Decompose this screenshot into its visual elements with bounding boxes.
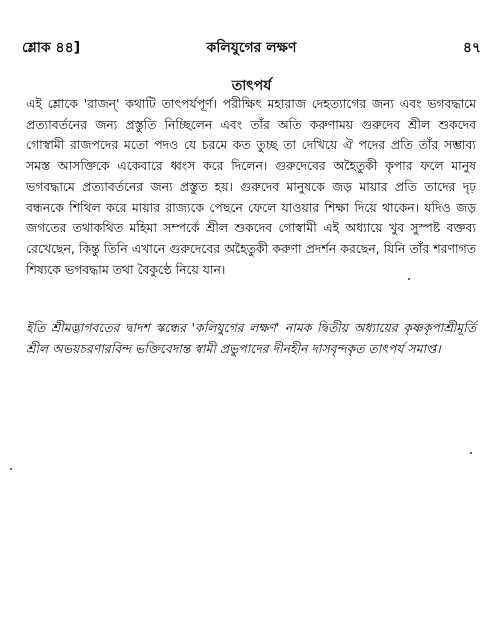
scan-speck	[470, 452, 472, 454]
page-number: ৪৭	[462, 40, 481, 56]
running-header	[22, 36, 481, 58]
verse-reference: শ্লোক ৪৪]	[22, 40, 81, 56]
purport-heading: তাৎপর্য	[231, 78, 272, 94]
scan-speck	[408, 278, 410, 280]
scan-speck	[10, 468, 12, 470]
purport-paragraph: এই শ্লোকে 'রাজন্' কথাটি তাৎপর্যপূর্ণ। পরীক্ষিৎ মহারাজ দেহত্যাগের জন্য এবং ভগবদ্ধামে প্রত্যাবর্তনের জন্য প্রস্তুতি নিচ্ছিলেন এবং তাঁর অতি করুণাময় গুরুদেব শ্রীল শুকদেব গোস্বামী রাজপদের মতো পদও যে চরমে কত তুচ্ছ তা দেখিয়ে ঐ পদের প্রতি তাঁর সম্ভাব্য সমস্ত আসক্তিকে একেবারে ধ্বংস করে দিলেন। গুরুদেবের অহৈতুকী কৃপার ফলে মানুষ ভগবদ্ধামে প্রত্যাবর্তনের জন্য প্রস্তুত হয়। গুরুদেব মানুষকে জড় মায়ার প্রতি তাদের দৃঢ় বন্ধনকে শিথিল করে মায়ার রাজ্যকে পেছনে ফেলে যাওয়ার শিক্ষা দিয়ে থাকেন। যদিও জড় জগতের তথাকথিত মহিমা সম্পর্কে শ্রীল শুকদেব গোস্বামী এই অধ্যায়ে খুব সুস্পষ্ট বক্তব্য রেখেছেন, কিন্তু তিনি এখানে গুরুদেবের অহৈতুকী করুণা প্রদর্শন করছেন, যিনি তাঁর শরণাগত শিষ্যকে ভগবদ্ধাম তথা বৈকুণ্ঠে নিয়ে যান।	[26, 96, 476, 277]
chapter-title: কলিযুগের লক্ষণ	[206, 40, 297, 56]
chapter-colophon: ইতি শ্রীমদ্ভাগবতের দ্বাদশ স্কন্ধের 'কলিযুগের লক্ষণ' নামক দ্বিতীয় অধ্যায়ের কৃষ্ণকৃপাশ্রীমূর্তি শ্রীল অভয়চরণারবিন্দ ভক্তিবেদান্ত স্বামী প্রভুপাদের দীনহীন দাসবৃন্দকৃত তাৎপর্য সমাপ্ত।	[26, 320, 476, 356]
